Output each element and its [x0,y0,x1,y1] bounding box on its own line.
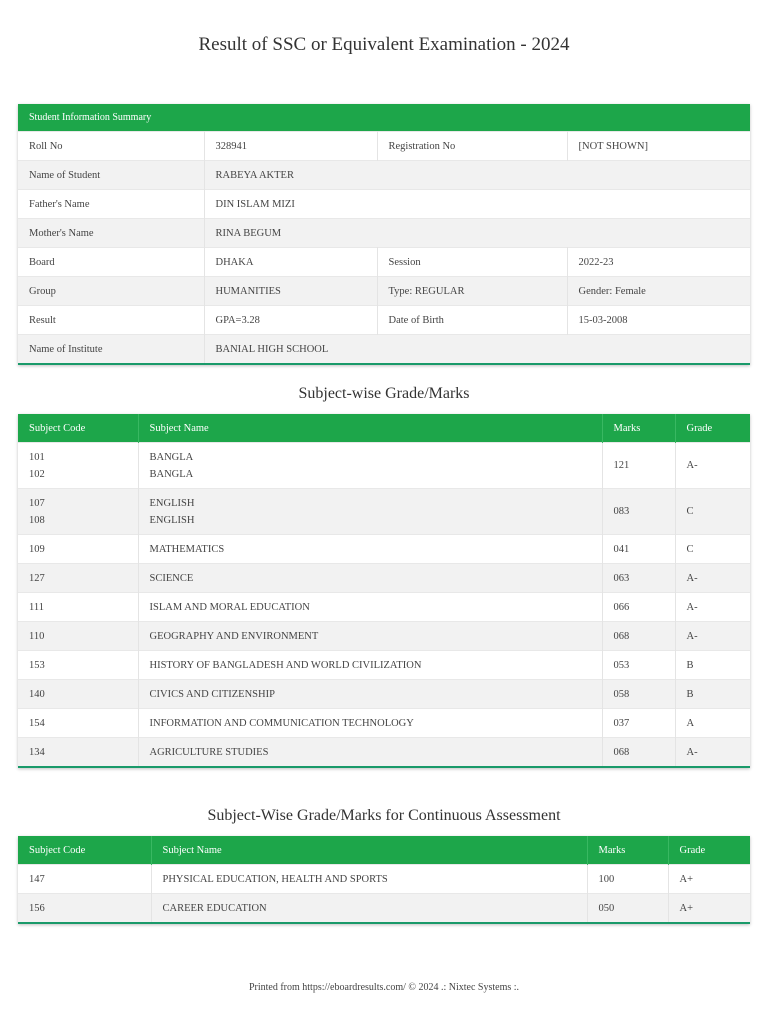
subject-code: 134 [18,738,138,768]
board-label: Board [18,248,204,277]
subject-name: CIVICS AND CITIZENSHIP [138,680,602,709]
subjects-title: Subject-wise Grade/Marks [298,385,470,402]
subject-marks: 050 [587,894,668,924]
session-label: Session [377,248,567,277]
subject-grade: C [675,489,750,535]
table-row [18,443,750,489]
continuous-assessment-title: Subject-Wise Grade/Marks for Continuous Assessment [207,807,561,824]
table-row [18,593,750,622]
subject-marks: 068 [602,738,675,768]
subject-marks: 037 [602,709,675,738]
info-row-board [18,248,750,277]
subject-grade: A- [675,738,750,768]
header-marks: Marks [602,414,675,443]
father-name-label: Father's Name [18,190,204,219]
group-value: HUMANITIES [204,277,377,306]
subject-grade: A- [675,564,750,593]
table-row [18,680,750,709]
continuous-header-row [18,836,750,865]
subject-grade: A- [675,443,750,489]
info-row-institute [18,335,750,365]
mother-name-value: RINA BEGUM [204,219,750,248]
subject-grade: A [675,709,750,738]
header-grade: Grade [675,414,750,443]
student-name-label: Name of Student [18,161,204,190]
subject-name-line: BANGLA [149,468,194,480]
subject-code: 110 [18,622,138,651]
roll-label: Roll No [18,132,204,161]
subject-name: GEOGRAPHY AND ENVIRONMENT [138,622,602,651]
student-info-header: Student Information Summary [18,104,750,132]
subject-grade: C [675,535,750,564]
header-subject-name: Subject Name [151,836,587,865]
subject-marks: 068 [602,622,675,651]
dob-value: 15-03-2008 [567,306,750,335]
subject-grade: A+ [668,865,750,894]
gender-text: Gender: Female [567,277,750,306]
table-row [18,489,750,535]
header-grade: Grade [668,836,750,865]
info-row-result [18,306,750,335]
subject-marks: 083 [602,489,675,535]
subject-marks: 053 [602,651,675,680]
subject-marks: 063 [602,564,675,593]
table-row [18,651,750,680]
table-row [18,622,750,651]
info-row-roll [18,132,750,161]
mother-name-label: Mother's Name [18,219,204,248]
subject-grade: B [675,680,750,709]
subject-code [18,489,138,535]
table-row [18,894,750,924]
student-info-table [18,104,750,365]
subject-code-line: 102 [29,468,45,480]
subject-code: 153 [18,651,138,680]
father-name-value: DIN ISLAM MIZI [204,190,750,219]
subject-name: SCIENCE [138,564,602,593]
subject-grade: A- [675,622,750,651]
subject-name-line: ENGLISH [149,497,195,509]
subject-name: ISLAM AND MORAL EDUCATION [138,593,602,622]
subject-code: 127 [18,564,138,593]
table-row [18,535,750,564]
info-row-name [18,161,750,190]
subject-grade: A- [675,593,750,622]
header-subject-name: Subject Name [138,414,602,443]
continuous-assessment-table [18,836,750,924]
subject-marks: 041 [602,535,675,564]
table-row [18,865,750,894]
group-label: Group [18,277,204,306]
dob-label: Date of Birth [377,306,567,335]
subject-code: 156 [18,894,151,924]
subject-grade: A+ [668,894,750,924]
info-row-group [18,277,750,306]
subject-code: 147 [18,865,151,894]
board-value: DHAKA [204,248,377,277]
table-row [18,564,750,593]
subject-name: HISTORY OF BANGLADESH AND WORLD CIVILIZATION [138,651,602,680]
info-row-father [18,190,750,219]
subject-marks: 100 [587,865,668,894]
subject-name: CAREER EDUCATION [151,894,587,924]
header-subject-code: Subject Code [18,414,138,443]
subject-marks: 066 [602,593,675,622]
header-subject-code: Subject Code [18,836,151,865]
subject-code: 154 [18,709,138,738]
subject-name-line: BANGLA [149,451,194,463]
subject-code: 111 [18,593,138,622]
subject-code-line: 101 [29,451,45,463]
subject-name: MATHEMATICS [138,535,602,564]
type-text: Type: REGULAR [377,277,567,306]
roll-value: 328941 [204,132,377,161]
subject-marks: 121 [602,443,675,489]
registration-label: Registration No [377,132,567,161]
footer-text: Printed from https://eboardresults.com/ © 2024 .: Nixtec Systems :. [248,982,520,993]
institute-label: Name of Institute [18,335,204,365]
result-value: GPA=3.28 [204,306,377,335]
subject-code-line: 107 [29,497,45,509]
institute-value: BANIAL HIGH SCHOOL [204,335,750,365]
subject-code: 140 [18,680,138,709]
subject-name: PHYSICAL EDUCATION, HEALTH AND SPORTS [151,865,587,894]
subject-code [18,443,138,489]
registration-value: [NOT SHOWN] [567,132,750,161]
subjects-table [18,414,750,768]
subject-marks: 058 [602,680,675,709]
header-marks: Marks [587,836,668,865]
subjects-header-row [18,414,750,443]
subject-code: 109 [18,535,138,564]
subject-code-line: 108 [29,514,45,526]
subject-name: INFORMATION AND COMMUNICATION TECHNOLOGY [138,709,602,738]
table-row [18,709,750,738]
subject-name [138,489,602,535]
student-name-value: RABEYA AKTER [204,161,750,190]
result-label: Result [18,306,204,335]
subject-name: AGRICULTURE STUDIES [138,738,602,768]
session-value: 2022-23 [567,248,750,277]
subject-name [138,443,602,489]
page-title: Result of SSC or Equivalent Examination - 2024 [198,34,570,55]
info-row-mother [18,219,750,248]
table-row [18,738,750,768]
subject-name-line: ENGLISH [149,514,195,526]
subject-grade: B [675,651,750,680]
